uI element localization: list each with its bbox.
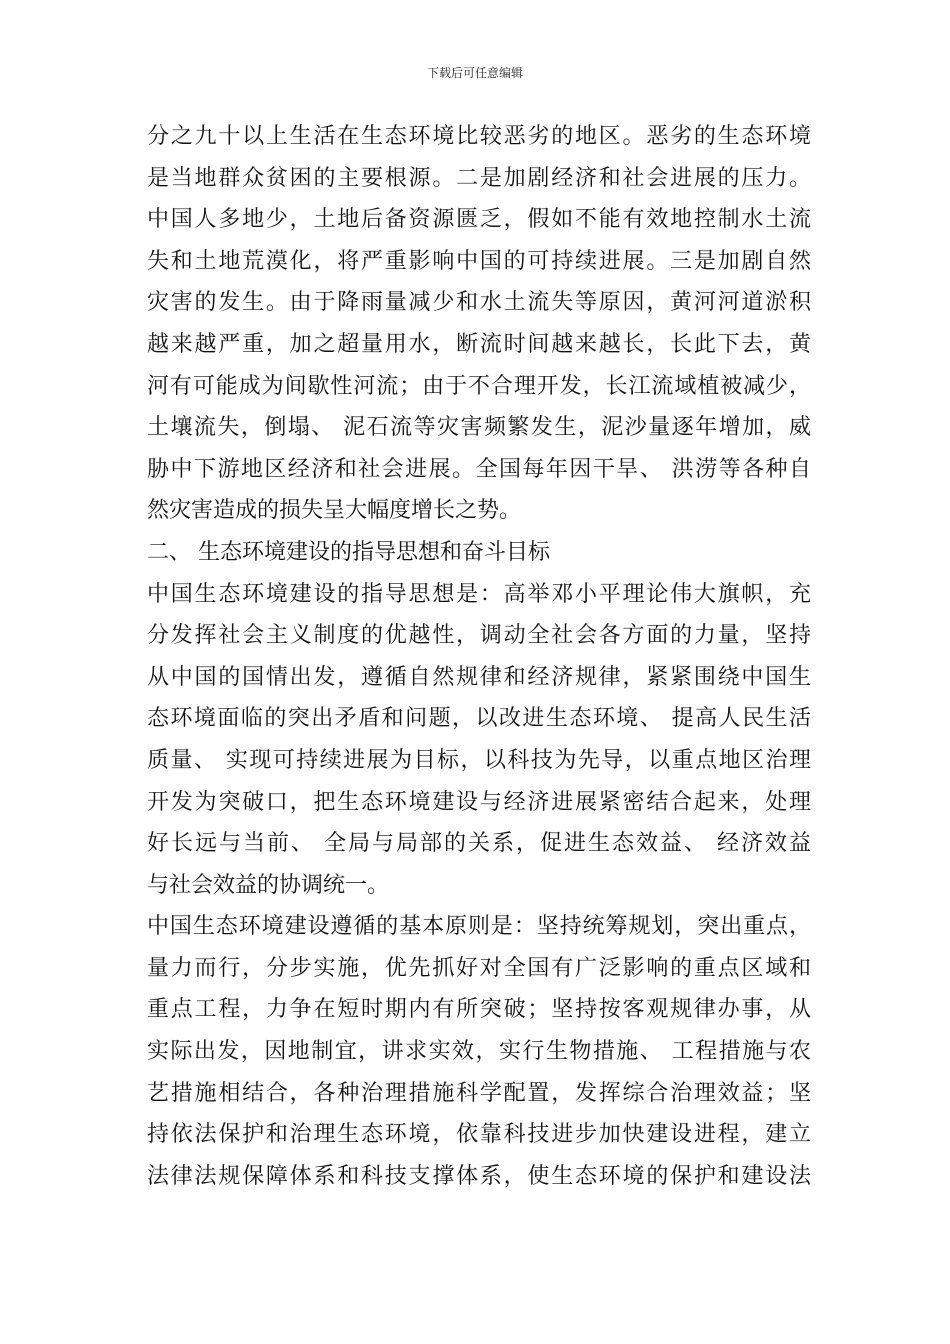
text-line: 中国生态环境建设的指导思想是：高举邓小平理论伟大旗帜，充 bbox=[147, 581, 811, 607]
text-line: 中国人多地少，土地后备资源匮乏，假如不能有效地控制水土流 bbox=[147, 207, 811, 233]
text-line: 土壤流失，倒塌、 泥石流等灾害频繁发生，泥沙量逐年增加，威 bbox=[147, 415, 811, 441]
text-line: 分之九十以上生活在生态环境比较恶劣的地区。恶劣的生态环境 bbox=[147, 124, 811, 149]
text-line: 从中国的国情出发，遵循自然规律和经济规律，紧紧围绕中国生 bbox=[147, 664, 811, 690]
text-line: 分发挥社会主义制度的优越性，调动全社会各方面的力量，坚持 bbox=[147, 623, 811, 649]
text-line: 与社会效益的协调统一。 bbox=[147, 872, 390, 898]
text-line: 胁中下游地区经济和社会进展。全国每年因干旱、 洪涝等各种自 bbox=[147, 456, 811, 482]
document-body bbox=[147, 116, 811, 1197]
text-line: 二、 生态环境建设的指导思想和奋斗目标 bbox=[147, 539, 550, 565]
text-line: 实际出发，因地制宜，讲求实效，实行生物措施、 工程措施与农 bbox=[147, 1039, 811, 1065]
text-line: 然灾害造成的损失呈大幅度增长之势。 bbox=[147, 498, 522, 524]
text-line: 失和土地荒漠化，将严重影响中国的可持续进展。三是加剧自然 bbox=[147, 248, 811, 274]
text-line: 河有可能成为间歇性河流；由于不合理开发，长江流域植被减少， bbox=[147, 373, 811, 399]
text-line: 中国生态环境建设遵循的基本原则是：坚持统筹规划，突出重点， bbox=[147, 914, 811, 940]
page-header: 下载后可任意编辑 bbox=[426, 66, 523, 80]
text-line: 重点工程，力争在短时期内有所突破；坚持按客观规律办事，从 bbox=[147, 997, 811, 1023]
text-line: 态环境面临的突出矛盾和问题，以改进生态环境、 提高人民生活 bbox=[147, 706, 811, 732]
text-line: 越来越严重，加之超量用水，断流时间越来越长，长此下去，黄 bbox=[147, 331, 811, 357]
text-line: 灾害的发生。由于降雨量减少和水土流失等原因，黄河河道淤积 bbox=[147, 290, 811, 316]
text-line: 质量、 实现可持续进展为目标，以科技为先导，以重点地区治理 bbox=[147, 747, 811, 773]
text-line: 好长远与当前、 全局与局部的关系，促进生态效益、 经济效益 bbox=[147, 831, 811, 857]
text-line: 开发为突破口，把生态环境建设与经济进展紧密结合起来，处理 bbox=[147, 789, 811, 815]
text-line: 持依法保护和治理生态环境，依靠科技进步加快建设进程，建立 bbox=[147, 1122, 811, 1148]
text-line: 艺措施相结合，各种治理措施科学配置，发挥综合治理效益；坚 bbox=[147, 1080, 811, 1106]
text-line: 法律法规保障体系和科技支撑体系，使生态环境的保护和建设法 bbox=[147, 1163, 811, 1189]
text-line: 是当地群众贫困的主要根源。二是加剧经济和社会进展的压力。 bbox=[147, 165, 811, 191]
text-line: 量力而行，分步实施，优先抓好对全国有广泛影响的重点区域和 bbox=[147, 955, 811, 981]
